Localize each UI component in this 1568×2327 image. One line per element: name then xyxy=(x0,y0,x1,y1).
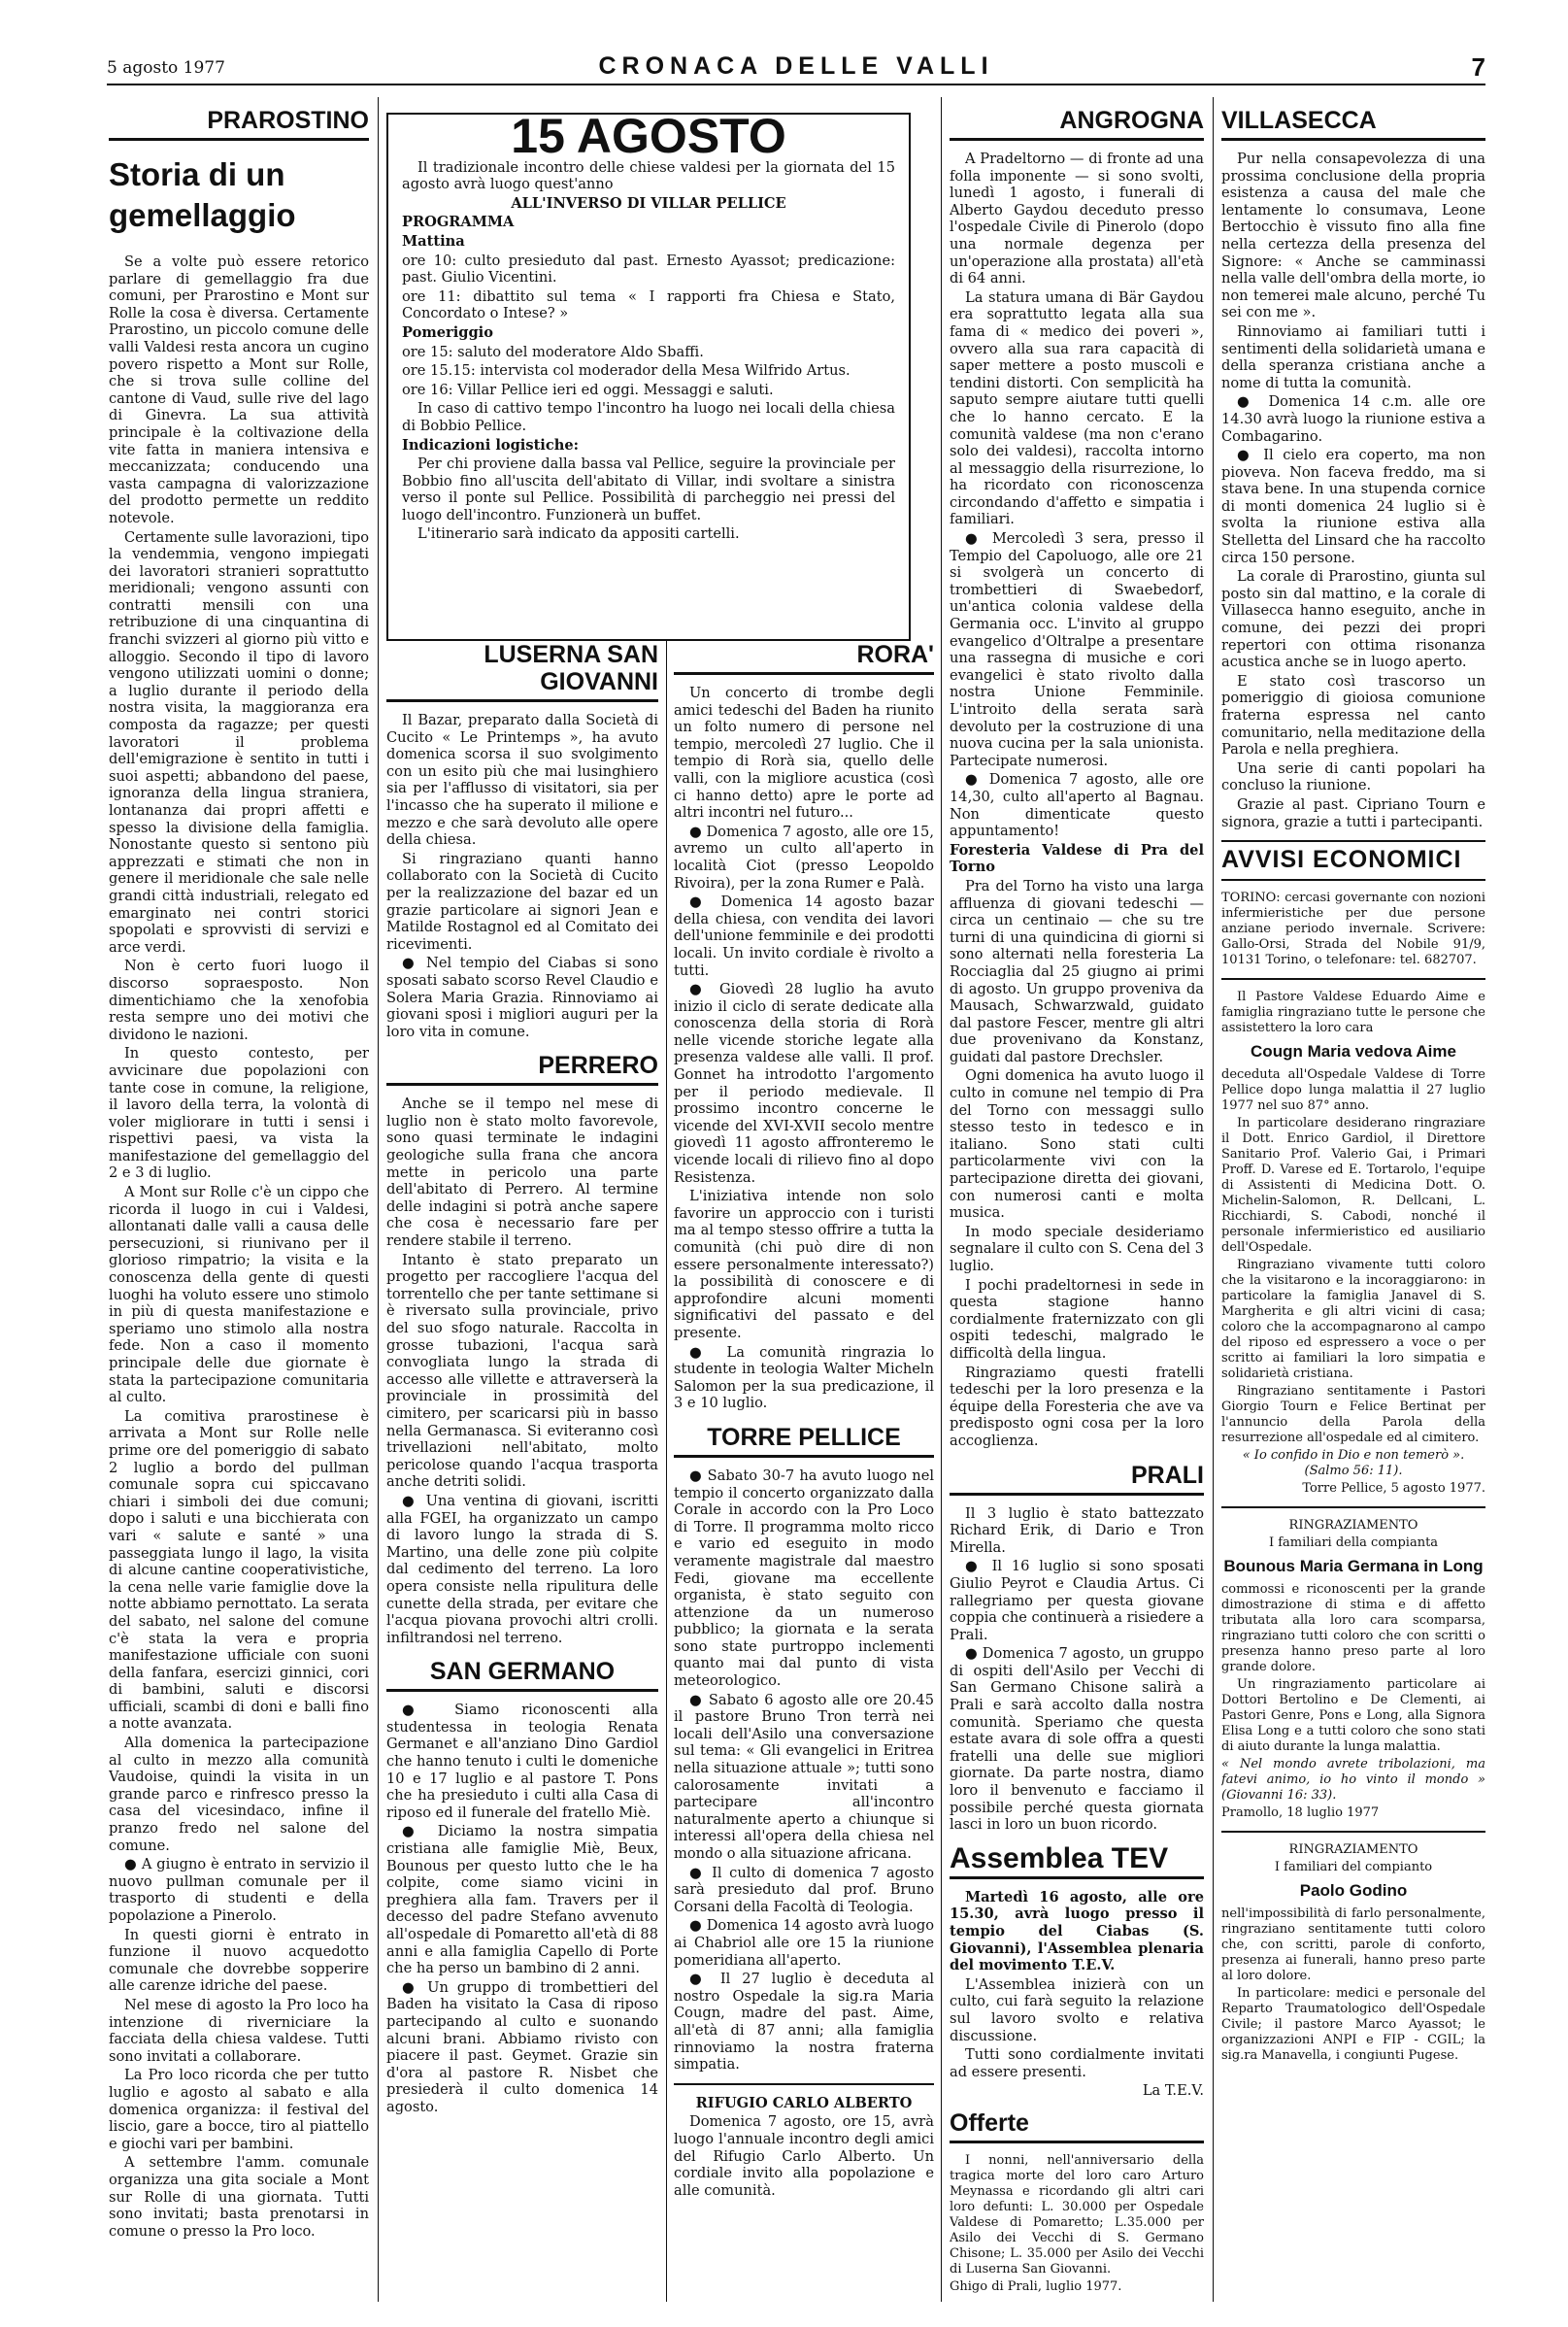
article-paragraph: I nonni, nell'anniversario della tragica morte del loro caro Arturo Meynassa e ricordando gli altri cari loro defunti: L. 30.000 per Ospedale Valdese di Pomaretto; L.35.000 per Asilo dei Vecchi di S. Germano Chisone; L. 35.000 per Asilo dei Vecchi di Luserna San Giovanni. xyxy=(950,2152,1204,2276)
section-head-perrero: PERRERO xyxy=(386,1052,658,1086)
box-logistics: Per chi proviene dalla bassa val Pellice, seguire la provinciale per Bobbio fino all'uscita dell'abitato di Villar, indi svoltare a sinistra verso il ponte sul Pellice. Possibilità di parcheggio nei pressi del luogo dell'incontro. Funzionerà un buffet. xyxy=(402,455,895,523)
article-paragraph: ● Sabato 30-7 ha avuto luogo nel tempio il concerto organizzato dalla Corale in accordo con la Pro Loco di Torre. Il programma molto ricco e vario ed eseguito in modo veramente magistrale dal maestro Fedi, giovane ma eccellente organista, è stato seguito con attenzione da un numeroso pubblico; la giornata e la serata sono state purtroppo inclementi quanto mai dal punto di vista meteorologico. xyxy=(674,1467,934,1690)
article-paragraph: ● A giugno è entrato in servizio il nuovo pullman comunale per il trasporto di studenti e della popolazione a Pinerolo. xyxy=(109,1856,369,1924)
divider xyxy=(1221,840,1485,842)
article-paragraph: In questi giorni è entrato in funzione il nuovo acquedotto comunale che dovrebbe sopperire alle carenze idriche del paese. xyxy=(109,1926,369,1995)
box-weather-note: In caso di cattivo tempo l'incontro ha luogo nei locali della chiesa di Bobbio Pellice. xyxy=(402,400,895,434)
article-paragraph: ● Nel tempio del Ciabas si sono sposati sabato scorso Revel Claudio e Solera Maria Grazia. Rinnoviamo ai giovani sposi i migliori auguri per la loro vita in comune. xyxy=(386,955,658,1040)
article-paragraph: A Mont sur Rolle c'è un cippo che ricorda il luogo in cui i Valdesi, allontanati dalle valli a causa delle persecuzioni, si riunivano per il glorioso rimpatrio; la visita e la conoscenza della gente di questi luoghi ha voluto essere uno stimolo in più di questa manifestazione e speriamo uno stimolo alla nostra fede. Non a caso il momento principale delle due giornate è stata la partecipazione comunitaria al culto. xyxy=(109,1184,369,1406)
section-head-prarostino: PRAROSTINO xyxy=(109,107,369,141)
notice-name: Bounous Maria Germana in Long xyxy=(1223,1556,1484,1575)
section-head-san-germano: SAN GERMANO xyxy=(386,1658,658,1692)
notice-text: Ringraziano sentitamente i Pastori Giorgio Tourn e Felice Bertinat per l'annuncio della Parola della resurrezione all'ospedale ed al cimitero. xyxy=(1221,1383,1485,1445)
box-programma: PROGRAMMA xyxy=(402,214,515,231)
article-paragraph: Un concerto di trombe degli amici tedeschi del Baden ha riunito un folto numero di persone nel tempio, mercoledì 27 luglio. Che il tempio di Rorà sia, quello delle valli, con la migliore acustica (così ci hanno detto) apre le porte ad altri incontri nel futuro... xyxy=(674,685,934,822)
section-head-offerte: Offerte xyxy=(950,2109,1204,2143)
article-paragraph: Grazie al past. Cipriano Tourn e signora, grazie a tutti i partecipanti. xyxy=(1221,795,1485,830)
column-rule xyxy=(378,97,379,2302)
article-paragraph: Non è certo fuori luogo il discorso sopraesposto. Non dimentichiamo che la xenofobia resta sempre uno dei motivi che dividono le nazioni. xyxy=(109,958,369,1043)
article-paragraph: La Pro loco ricorda che per tutto luglio e agosto al sabato e alla domenica organizza: il festival del liscio, gare a bocce, tiro al piattello e giochi vari per bambini. xyxy=(109,2067,369,2152)
divider xyxy=(674,2083,934,2085)
notice-quote: « Io confido in Dio e non temerò ». (Salmo 56: 11). xyxy=(1242,1447,1465,1478)
box-itinerary: L'itinerario sarà indicato da appositi cartelli. xyxy=(417,525,740,543)
box-15-agosto xyxy=(386,113,911,641)
article-paragraph: ● Domenica 14 c.m. alle ore 14.30 avrà luogo la riunione estiva a Combagarino. xyxy=(1221,393,1485,445)
divider xyxy=(1221,1831,1485,1833)
notice-quote: « Nel mondo avrete tribolazioni, ma fatevi animo, io ho vinto il mondo » (Giovanni 16: 33). xyxy=(1221,1756,1485,1803)
article-paragraph: Martedì 16 agosto, alle ore 15.30, avrà luogo presso il tempio del Ciabas (S. Giovanni), l'Assemblea plenaria del movimento T.E.V. xyxy=(950,1888,1204,1974)
article-paragraph: ● Domenica 7 agosto, alle ore 15, avremo un culto all'aperto in località Ciot (presso Leopoldo Rivoira), per la zona Rumer e Palà. xyxy=(674,823,934,892)
notice-label: RINGRAZIAMENTO xyxy=(1288,1841,1418,1857)
notice-text: Ringraziano vivamente tutti coloro che la visitarono e la incoraggiarono: in particolare la famiglia Janavel di S. Margherita e gli altri vicini di casa; coloro che la accompagnarono al campo del riposo ed espressero a voce o per scritto ai familiari la loro simpatia e solidarietà cristiana. xyxy=(1221,1257,1485,1381)
article-paragraph: ● Il cielo era coperto, ma non pioveva. Non faceva freddo, ma si stava bene. In una stupenda cornice di monti domenica 24 luglio si è svolta la riunione estiva alla Stelletta del Linsard che ha raccolto circa 150 persone. xyxy=(1221,447,1485,566)
article-paragraph: ● Domenica 14 agosto avrà luogo ai Chabriol alle ore 15 la riunione pomeridiana all'aperto. xyxy=(674,1917,934,1969)
classified-ad: TORINO: cercasi governante con nozioni infermieristiche per due persone anziane periodo invernale. Scrivere: Gallo-Orsi, Strada del Nobile 91/9, 10131 Torino, o telefonare: tel. 682707. xyxy=(1221,890,1485,967)
article-paragraph: L'Assemblea inizierà con un culto, cui farà seguito la relazione sul lavoro svolto e relativa discussione. xyxy=(950,1975,1204,2044)
section-head-prali: PRALI xyxy=(950,1462,1204,1496)
article-paragraph: ● Sabato 6 agosto alle ore 20.45 il pastore Bruno Tron terrà nei locali dell'Asilo una conversazione sul tema: « Gli evangelici in Eritrea nella situazione attuale »; tutti sono calorosamente invitati a partecipare all'incontro naturalmente aperto a chiunque si interessi all'opera della chiesa nel mondo o alla situazione africana. xyxy=(674,1691,934,1862)
article-paragraph: Alla domenica la partecipazione al culto in mezzo alla comunità Vaudoise, quindi la visita in un grande parco e rinfresco presso la casa del vicesindaco, infine il pranzo fredo nel salone del comune. xyxy=(109,1735,369,1854)
article-paragraph: ● Siamo riconoscenti alla studentessa in teologia Renata Germanet e all'anziano Dino Gardiol che hanno tenuto i culti le domeniche 10 e 17 luglio e al pastore T. Pons che ha presieduto i culti alla Casa di riposo ed il funerale del fratello Miè. xyxy=(386,1702,658,1821)
article-paragraph: ● Mercoledì 3 sera, presso il Tempio del Capoluogo, alle ore 21 si svolgerà un concerto di trombettieri di Swaebedorf, un'antica colonia valdese della Germania occ. L'invito al gruppo evangelico d'Oltralpe a presentare una rassegna di musiche e cori evangelici è stato rivolto dalla nostra Unione Femminile. L'introito della serata sarà devoluto per la costruzione di una nuova cucina per la sala unionista. Partecipate numerosi. xyxy=(950,530,1204,769)
header-rule xyxy=(107,84,1485,85)
article-paragraph: Certamente sulle lavorazioni, tipo la vendemmia, vengono impiegati dei lavoratori stranieri soprattutto meridionali; vengono assunti con contratti mensili con una retribuzione di una cinquantina di franchi svizzeri al giorno più vitto e alloggio. Secondo il tipo di lavoro vengono utilizzati uomini o donne; a luglio durante il periodo della nostra visita, la maggioranza era composta da ragazze; per questi lavoratori il problema dell'emigrazione è sentito in tutti i suoi aspetti; abbandono del paese, ignoranza della lingua straniera, lontananza dai propri affetti e spesso la divisione della famiglia. Nonostante questo si sentono più apprezzati e stimati che non in genere il meridionale che sale nelle grandi città industriali, relegato ed emarginato nei contri storici spopolati e sprovvisti di servizi e arce verdi. xyxy=(109,528,369,956)
box-title: 15 AGOSTO xyxy=(511,113,786,163)
box-item: ore 11: dibattito sul tema « I rapporti fra Chiesa e Stato, Concordato o Intese? » xyxy=(402,287,895,322)
article-paragraph: ● Una ventina di giovani, iscritti alla FGEI, ha organizzato un campo di lavoro lungo la strada di S. Martino, una delle zone più colpite dal cedimento del terreno. La loro opera consiste nella ripulitura delle cunette della strada, per evitare che l'acqua piovana provochi altri crolli. infiltrandosi nel terreno. xyxy=(386,1492,658,1646)
article-paragraph: ● Giovedì 28 luglio ha avuto inizio il ciclo di serate dedicate alla conoscenza della storia di Rorà nelle vicende storiche legate alla presenza valdese alle valli. Il prof. Gonnet ha introdotto l'argomento per il periodo medievale. Il prossimo incontro concerne le vicende del XVI-XVII secolo mentre giovedì 11 agosto affronteremo le vicende locali di rilievo fino al dopo Resistenza. xyxy=(674,981,934,1186)
article-paragraph: Domenica 7 agosto, ore 15, avrà luogo l'annuale incontro degli amici del Rifugio Carlo Alberto. Un cordiale invito alla popolazione e alle comunità. xyxy=(674,2113,934,2199)
article-paragraph: La statura umana di Bär Gaydou era soprattutto legata alla sua fama di « medico dei poveri », ovvero alla sua rara capacità di saper mettere a posto muscoli e tendini distorti. Con semplicità ha saputo sempre aiutare tutti quelli che lo hanno cercato. E la comunità valdese (ma non c'erano solo dei valdesi), raccolta intorno al messaggio della risurrezione, lo ha ricordato con riconoscenza circondando d'affetto e simpatia i familiari. xyxy=(950,288,1204,528)
page-number: 7 xyxy=(1471,52,1485,82)
newspaper-section-title: CRONACA DELLE VALLI xyxy=(598,52,994,80)
article-paragraph: Si ringraziano quanti hanno collaborato con la Società di Cucito per la realizzazione del bazar ed un grazie particolare ai signori Jean e Matilde Rostagnol ed al Comitato dei ricevimenti. xyxy=(386,850,658,953)
notice-text: In particolare: medici e personale del Reparto Traumatologico dell'Ospedale Civile; il pastore Marco Ayassot; le organizzazioni ANPI e FIP - CGIL; la sig.ra Manavella, i congiunti Pugese. xyxy=(1221,1985,1485,2063)
box-pomeriggio: Pomeriggio xyxy=(402,323,493,341)
notice-text: Un ringraziamento particolare ai Dottori Bertolino e De Clementi, ai Pastori Genre, Pons e Long, alla Signora Elisa Long e a tutti coloro che sono stati di aiuto durante la lunga malattia. xyxy=(1221,1676,1485,1754)
notice-godino xyxy=(1221,1842,1485,2064)
column-rule xyxy=(666,641,667,2302)
article-paragraph: A settembre l'amm. comunale organizza una gita sociale a Mont sur Rolle di una giornata. Tutti sono invitati; basta prenotarsi in comune o presso la Pro loco. xyxy=(109,2154,369,2240)
subhead-foresteria: Foresteria Valdese di Pra del Torno xyxy=(950,841,1204,876)
article-paragraph: ● Domenica 14 agosto bazar della chiesa, con vendita dei lavori dell'unione femminile e dei prodotti locali. Un invito cordiale è rivolto a tutti. xyxy=(674,894,934,979)
notice-text: nell'impossibilità di farlo personalmente, ringraziano sentitamente tutti coloro che, con scritti, parole di conforto, presenza ai funerali, hanno preso parte al loro dolore. xyxy=(1221,1905,1485,1983)
article-paragraph: Il Bazar, preparato dalla Società di Cucito « Le Printemps », ha avuto domenica scorsa il suo svolgimento con un esito più che mai lusinghiero sia per l'afflusso di visitatori, sia per l'incasso che ha superato il milione e mezzo e che sarà devoluto alle opere della chiesa. xyxy=(386,712,658,849)
article-paragraph: Intanto è stato preparato un progetto per raccogliere l'acqua del torrentello che per tante settimane si è riversato sulla provinciale, privo del suo sfogo naturale. Raccolta in grosse tubazioni, l'acqua sarà convogliata lungo la strada di accesso alle villette e attraverserà la provinciale in prossimità del cimitero, per scaricarsi più in basso nella Germanasca. Si eviteranno così trivellazioni nell'abitato, molto pericolose quando l'acqua trasporta anche detriti solidi. xyxy=(386,1251,658,1491)
column-rora xyxy=(674,641,934,2292)
column-villasecca xyxy=(1221,107,1485,2302)
headline-gemellaggio: Storia di un gemellaggio xyxy=(109,156,296,233)
article-paragraph: Una serie di canti popolari ha concluso la riunione. xyxy=(1221,759,1485,794)
notice-signature: Pramollo, 18 luglio 1977 xyxy=(1221,1804,1380,1820)
article-paragraph: Se a volte può essere retorico parlare di gemellaggio fra due comuni, per Prarostino e Mont sur Rolle la cosa è diversa. Certamente Prarostino, un piccolo comune delle valli Valdesi resta ancora un cugino povero rispetto a Mont sur Rolle, che si trova sulle colline del cantone di Vaud, sulle rive del lago di Ginevra. La sua attività principale è la coltivazione della vite fatta in maniera intensiva e meccanizzata; conducendo una vasta campagna di valorizzazione del prodotto permette un reddito notevole. xyxy=(109,253,369,526)
column-luserna xyxy=(386,641,658,2292)
section-head-rora: RORA' xyxy=(674,641,934,675)
box-item: ore 16: Villar Pellice ieri ed oggi. Messaggi e saluti. xyxy=(402,381,774,398)
article-paragraph: La corale di Prarostino, giunta sul posto sin dal mattino, e la corale di Villasecca hanno eseguito, anche in comune, dei pezzi dei propri repertori con ottima risonanza acustica anche se in luogo aperto. xyxy=(1221,568,1485,671)
section-head-luserna: LUSERNA SAN GIOVANNI xyxy=(386,641,658,702)
section-head-rifugio: RIFUGIO CARLO ALBERTO xyxy=(695,2094,913,2111)
column-angrogna xyxy=(950,107,1204,2302)
notice-label: RINGRAZIAMENTO xyxy=(1288,1517,1418,1533)
box-place: ALL'INVERSO DI VILLAR PELLICE xyxy=(511,194,786,212)
notice-signature: Torre Pellice, 5 agosto 1977. xyxy=(1302,1480,1485,1496)
page-header xyxy=(107,52,1485,82)
signature-tev: La T.E.V. xyxy=(1142,2082,1204,2100)
article-paragraph: ● Il culto di domenica 7 agosto sarà presieduto dal prof. Bruno Corsani della Facoltà di Teologia. xyxy=(674,1864,934,1915)
article-paragraph: ● Un gruppo di trombettieri del Baden ha visitato la Casa di riposo partecipando al culto e suonando alcuni brani. Abbiamo rivisto con piacere il past. Geymet. Grazie sin d'ora al pastore R. Nisbet che presiederà il culto domenica 14 agosto. xyxy=(386,1978,658,2115)
notice-text: In particolare desiderano ringraziare il Dott. Enrico Gardiol, il Direttore Sanitario Prof. Valerio Gai, i Primari Proff. D. Varese ed E. Tortarolo, l'equipe di Assistenti di Medicina Dott. O. Michelin-Salomon, R. Dellcani, L. Ricchiardi, S. Cabodi, nonché il personale infermieristico ed ausiliario dell'Ospedale. xyxy=(1221,1115,1485,1255)
article-paragraph: In questo contesto, per avvicinare due popolazioni con tante cose in comune, la religione, il lavoro della terra, la volontà di voler migliorare in tutti i sensi i rispettivi paesi, va vista la manifestazione del gemellaggio del 2 e 3 di luglio. xyxy=(109,1045,369,1182)
section-head-angrogna: ANGROGNA xyxy=(950,107,1204,141)
article-paragraph: Il 3 luglio è stato battezzato Richard Erik, di Dario e Tron Mirella. xyxy=(950,1504,1204,1556)
column-rule xyxy=(1213,97,1214,2302)
box-intro: Il tradizionale incontro delle chiese valdesi per la giornata del 15 agosto avrà luogo quest'anno xyxy=(402,158,895,193)
article-paragraph: Tutti sono cordialmente invitati ad essere presenti. xyxy=(950,2046,1204,2080)
section-head-villasecca: VILLASECCA xyxy=(1221,107,1485,141)
article-paragraph: Ogni domenica ha avuto luogo il culto in comune nel tempio di Pra del Torno con messaggi sullo stesso testo in tedesco e in italiano. Sono stati culti particolarmente vivi con la partecipazione diretta dei giovani, con numerosi canti e molta musica. xyxy=(950,1067,1204,1222)
notice-bounous xyxy=(1221,1518,1485,1821)
article-paragraph: Ringraziamo questi fratelli tedeschi per la loro presenza e la équipe della Foresteria che ave va predisposto ogni cosa per la loro accoglienza. xyxy=(950,1364,1204,1449)
divider xyxy=(1221,879,1485,881)
article-paragraph: ● Diciamo la nostra simpatia cristiana alle famiglie Miè, Beux, Bounous per questo lutto che le ha colpite, come siamo vicini in preghiera alla fam. Travers per il decesso del padre Stefano avvenuto all'ospedale di Pomaretto all'età di 88 anni e alla famiglia Capello di Porte che ha perso un bambino di 2 anni. xyxy=(386,1823,658,1977)
section-head-tev: Assemblea TEV xyxy=(950,1845,1204,1879)
box-item: ore 15.15: intervista col moderador della Mesa Wilfrido Artus. xyxy=(402,362,851,380)
notice-name: Paolo Godino xyxy=(1299,1880,1408,1900)
notice-intro: I familiari della compianta xyxy=(1268,1534,1439,1550)
divider xyxy=(1221,978,1485,980)
column-rule xyxy=(941,97,942,2302)
notice-name: Cougn Maria vedova Aime xyxy=(1251,1041,1456,1061)
article-paragraph: ● Domenica 7 agosto, un gruppo di ospiti dell'Asilo per Vecchi di San Germano Chisone salirà a Prali e sarà accolto dalla nostra comunità. Speriamo che questa estate avara di sole offra a questi fratelli una delle sue migliori giornate. Da parte nostra, diamo loro il benvenuto e facciamo il possibile perché questa giornata lasci in loro un buon ricordo. xyxy=(950,1645,1204,1834)
section-head-torre-pellice: TORRE PELLICE xyxy=(674,1424,934,1458)
article-paragraph: Rinnoviamo ai familiari tutti i sentimenti della solidarietà umana e della speranza cristiana anche a nome di tutta la comunità. xyxy=(1221,322,1485,391)
notice-text: deceduta all'Ospedale Valdese di Torre Pellice dopo lunga malattia il 27 luglio 1977 nel suo 87° anno. xyxy=(1221,1066,1485,1113)
article-paragraph: ● La comunità ringrazia lo studente in teologia Walter Micheln Salomon per la sua predicazione, il 3 e 10 luglio. xyxy=(674,1343,934,1412)
box-item: ore 15: saluto del moderatore Aldo Sbaffi. xyxy=(402,343,704,360)
article-paragraph: E stato così trascorso un pomeriggio di gioiosa comunione fraterna espressa nel canto comunitario, nella meditazione della Parola e nella preghiera. xyxy=(1221,672,1485,759)
article-paragraph: ● Il 16 luglio si sono sposati Giulio Peyrot e Claudia Artus. Ci rallegriamo per questa giovane coppia che continuerà a risiedere a Prali. xyxy=(950,1558,1204,1643)
article-paragraph: Pur nella consapevolezza di una prossima conclusione della propria esistenza a causa del male che lentamente lo consumava, Leone Bertocchio è vissuto fino alla fine nella certezza della presenza del Signore: « Anche se camminassi nella valle dell'ombra della morte, io non temerei male alcuno, perché Tu sei con me ». xyxy=(1221,151,1485,321)
article-paragraph: I pochi pradeltornesi in sede in questa stagione hanno cordialmente fraternizzato con gli ospiti tedeschi, malgrado le difficoltà della lingua. xyxy=(950,1276,1204,1362)
box-logistics-head: Indicazioni logistiche: xyxy=(402,436,580,454)
article-paragraph: La comitiva prarostinese è arrivata a Mont sur Rolle nelle prime ore del pomeriggio di sabato 2 luglio a bordo del pullman comunale sopra cui spiccavano chiari i simboli dei due comuni; dopo i saluti e una bicchierata con vari « salute e santé » una passeggiata lungo il lago, la visita di alcune cantine cooperativistiche, la cena nelle varie famiglie dove la notte abbiamo pernottato. La serata del sabato, nel salone del comune c'è stata la vera e propria manifestazione ufficiale con suoni della fanfara, esercizi ginnici, cori di bambini, saluti e discorsi ufficiali, scambi di doni e balli fino a notte avanzata. xyxy=(109,1407,369,1733)
notice-aime xyxy=(1221,990,1485,1497)
issue-date: 5 agosto 1977 xyxy=(107,58,225,78)
article-paragraph: In modo speciale desideriamo segnalare il culto con S. Cena del 3 luglio. xyxy=(950,1223,1204,1274)
section-head-avvisi: AVVISI ECONOMICI xyxy=(1221,846,1462,874)
article-paragraph: Anche se il tempo nel mese di luglio non è stato molto favorevole, sono quasi terminate le indagini geologiche sulla frana che ancora mette in pericolo una parte dell'abitato di Perrero. Al termine delle indagini si potrà anche sapere che cosa è necessario fare per rendere stabile il terreno. xyxy=(386,1096,658,1250)
signature-offerte: Ghigo di Prali, luglio 1977. xyxy=(950,2278,1122,2294)
box-mattina: Mattina xyxy=(402,232,465,250)
divider xyxy=(1221,1506,1485,1508)
notice-intro: Il Pastore Valdese Eduardo Aime e famiglia ringraziano tutte le persone che assistettero la loro cara xyxy=(1221,989,1485,1035)
notice-intro: I familiari del compianto xyxy=(1274,1859,1433,1874)
article-paragraph: A Pradeltorno — di fronte ad una folla imponente — si sono svolti, lunedì 1 agosto, i funerali di Alberto Gaydou deceduto presso l'ospedale Civile di Pinerolo (dopo una normale degenza per un'operazione alla prostata) all'età di 64 anni. xyxy=(950,151,1204,287)
article-paragraph: ● Il 27 luglio è deceduta al nostro Ospedale la sig.ra Maria Cougn, madre del past. Aime, all'età di 87 anni; alla famiglia rinnoviamo la nostra fraterna simpatia. xyxy=(674,1971,934,2074)
notice-text: commossi e riconoscenti per la grande dimostrazione di stima e di affetto tributata alla loro cara scomparsa, ringraziano tutti coloro che con scritti o presenza hanno preso parte al loro grande dolore. xyxy=(1221,1581,1485,1674)
article-paragraph: Pra del Torno ha visto una larga affluenza di giovani tedeschi — circa un centinaio — che su tre turni di una quindicina di giorni si sono alternati nella foresteria La Rocciaglia dal 25 giugno ai primi di agosto. Un gruppo proveniva da Mausach, Schwarzwald, guidato dal pastore Fescer, mentre gli altri due provenivano da Konstanz, guidati dal pastore Drechsler. xyxy=(950,877,1204,1065)
article-paragraph: ● Domenica 7 agosto, alle ore 14,30, culto all'aperto al Bagnau. Non dimenticate questo appuntamento! xyxy=(950,771,1204,840)
article-paragraph: L'iniziativa intende non solo favorire un approccio con i turisti ma al tempo stesso offrire a tutta la comunità (chi può dire di non essere personalmente interessato?) la possibilità di conoscere e di approfondire alcuni momenti significativi del passato e del presente. xyxy=(674,1188,934,1341)
column-prarostino xyxy=(109,107,369,2302)
article-paragraph: Nel mese di agosto la Pro loco ha intenzione di riverniciare la facciata della chiesa valdese. Tutti sono invitati a collaborare. xyxy=(109,1996,369,2065)
box-item: ore 10: culto presieduto dal past. Ernesto Ayassot; predicazione: past. Giulio Vicentini. xyxy=(402,252,895,287)
